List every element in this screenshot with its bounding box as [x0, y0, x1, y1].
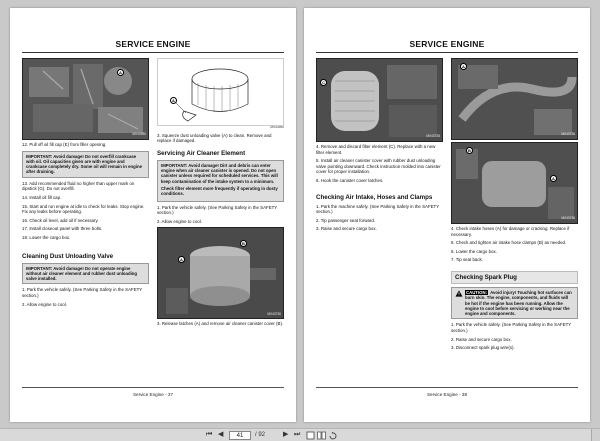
notice-oil: IMPORTANT: Avoid damage! Do not overfill crankcase with oil. Oil capacities given are with engine and crankcase completely dry. Some oil will remain in engine after draining.: [22, 151, 149, 178]
page-37: [10, 8, 296, 422]
callout-a: A: [117, 69, 124, 76]
page-navigation-toolbar: [0, 428, 600, 441]
step-5: 5. Install air cleaner canister cover with rubber dust unloading valve pointing downward. Check instruction molded into canister cover for proper installation.: [316, 158, 441, 175]
callout-a: A: [178, 256, 185, 263]
heading-spark-plug: Checking Spark Plug: [451, 271, 578, 284]
last-page-button[interactable]: ⏭: [294, 431, 301, 438]
left-page-right-column: [157, 58, 284, 330]
figure-code: MX43730: [267, 311, 281, 316]
hoses-step-1: 1. Park the machine safely. (See Parking Safety in the SAFETY section.): [316, 203, 440, 215]
caution-text: Avoid injury! Touching hot surfaces can burn skin. The engine, components, and fluids will be hot if the engine has been running. Allow the engine to cool before servicing or working near the engine and components.: [465, 289, 572, 317]
step-4: 4. Remove and discard filter element (C). Replace with a new filter element.: [316, 144, 436, 155]
dust-step-2: 2. Allow engine to cool.: [22, 301, 67, 307]
air-step-3: 3. Release latches (A) and remove air cleaner canister cover (B).: [157, 321, 284, 327]
step-13: 13. Add recommended fluid no higher than upper mark on dipstick (G). Do not overfill.: [22, 180, 135, 192]
dust-step-1: 1. Park the vehicle safely. (See Parking Safety in the SAFETY section.): [22, 287, 143, 299]
previous-page-button[interactable]: ◀: [218, 431, 224, 438]
notice-dust: IMPORTANT: Avoid damage! Do not operate engine without air cleaner element and rubber dust unloading valve installed.: [22, 263, 149, 285]
intake-hoses-photo-1-illustration: [452, 59, 578, 140]
callout-b: B: [240, 240, 247, 247]
figure-code: MX43950: [132, 132, 146, 137]
engine-photo-illustration: [23, 59, 149, 140]
notice-air-cleaner-text-2: Check filter element more frequently if operating in dusty conditions.: [161, 185, 278, 197]
air-cleaner-photo: [157, 227, 284, 319]
vertical-scrollbar[interactable]: [591, 429, 600, 441]
total-pages: / 92: [255, 432, 266, 438]
filter-element-photo-illustration: [317, 59, 443, 142]
footer-rule: [316, 387, 578, 388]
check-step-5: 5. Check and tighten air intake hose clamps (B) as needed.: [451, 240, 567, 246]
spark-step-3: 3. Disconnect spark plug wire(s).: [451, 345, 515, 351]
intake-hoses-photo-1: [451, 58, 578, 140]
callout-c: C: [320, 79, 327, 86]
callout-a: A: [170, 97, 177, 104]
page-number-input[interactable]: 41: [229, 431, 251, 440]
spark-step-1: 1. Park the vehicle safely. (See Parking Safety in the SAFETY section.): [451, 322, 572, 334]
notice-air-cleaner-text-1: IMPORTANT: Avoid damage! Dirt and debris can enter engine when air cleaner canister is opened. Do not open canister unless required for scheduled services. This will keep contamination of the intake system to a minimum.: [161, 162, 278, 184]
figure-code: MX43738: [561, 132, 575, 137]
engine-photo: [22, 58, 149, 140]
fit-page-icon[interactable]: [306, 431, 315, 440]
hoses-step-2: 2. Tip passenger seat forward.: [316, 217, 376, 223]
heading-air-intake: Checking Air Intake, Hoses and Clamps: [316, 193, 433, 201]
left-page-left-column: [22, 58, 149, 310]
page-footer: Service Engine - 37: [132, 392, 174, 397]
right-page-left-column: [316, 58, 443, 235]
footer-rule: [22, 387, 284, 388]
heading-air-cleaner: Servicing Air Cleaner Element: [157, 149, 246, 157]
step-12: 12. Pull off oil fill cap (E) from filler opening.: [22, 142, 107, 147]
check-step-7: 7. Tip seat back.: [451, 257, 483, 263]
filter-element-photo: [316, 58, 443, 142]
caution-text-block: [465, 290, 574, 316]
caution-hot-surfaces: [451, 287, 578, 319]
caution-label: CAUTION:: [466, 289, 488, 295]
check-step-6: 6. Lower the cargo box.: [451, 248, 497, 254]
step-15: 15. Start and run engine at idle to check for leaks. Stop engine. Fix any leaks before operating.: [22, 203, 145, 215]
figure-code: MX43735: [426, 134, 440, 139]
right-page-right-column: [451, 58, 578, 354]
rotate-icon[interactable]: [328, 431, 337, 440]
intake-hoses-photo-2: [451, 142, 578, 224]
first-page-button[interactable]: ⏮: [206, 431, 213, 438]
next-page-button[interactable]: ▶: [283, 431, 289, 438]
dust-valve-diagram: [157, 58, 284, 126]
step-18: 18. Lower the cargo box.: [22, 234, 71, 240]
heading-dust-valve: Cleaning Dust Unloading Valve: [22, 252, 114, 260]
page-title: SERVICE ENGINE: [409, 39, 485, 49]
check-step-4: 4. Check intake hoses (A) for damage or cracking. Replace if necessary.: [451, 226, 570, 237]
step-3: 3. Squeeze dust unloading valve (A) to clean. Remove and replace if damaged.: [157, 132, 272, 144]
step-14: 14. Install oil fill cap.: [22, 194, 62, 200]
spark-step-2: 2. Raise and secure cargo box.: [451, 336, 512, 342]
title-rule: [316, 52, 578, 53]
callout-a: A: [550, 175, 557, 182]
air-step-2: 2. Allow engine to cool.: [157, 218, 202, 224]
two-page-view-icon[interactable]: [317, 431, 326, 440]
notice-air-cleaner: [157, 160, 284, 202]
hoses-step-3: 3. Raise and secure cargo box.: [316, 226, 377, 232]
title-rule: [22, 52, 284, 53]
page-title: SERVICE ENGINE: [115, 39, 191, 49]
warning-triangle-icon: [455, 290, 463, 297]
callout-a: A: [460, 63, 467, 70]
callout-b: B: [466, 147, 473, 154]
air-step-1: 1. Park the vehicle safely. (See Parking Safety in the SAFETY section.): [157, 204, 278, 216]
air-cleaner-photo-illustration: [158, 228, 284, 319]
page-38: [304, 8, 590, 422]
intake-hoses-photo-2-illustration: [452, 143, 578, 224]
page-footer: Service Engine - 38: [426, 392, 468, 397]
step-16: 16. Check oil level, add oil if necessary.: [22, 217, 99, 223]
figure-code: MX43736: [561, 216, 575, 221]
air-cleaner-line-drawing: [158, 59, 285, 127]
step-17: 17. Install closeout panel with three bolts.: [22, 226, 103, 232]
step-6: 6. Hook the canister cover latches.: [316, 177, 384, 183]
